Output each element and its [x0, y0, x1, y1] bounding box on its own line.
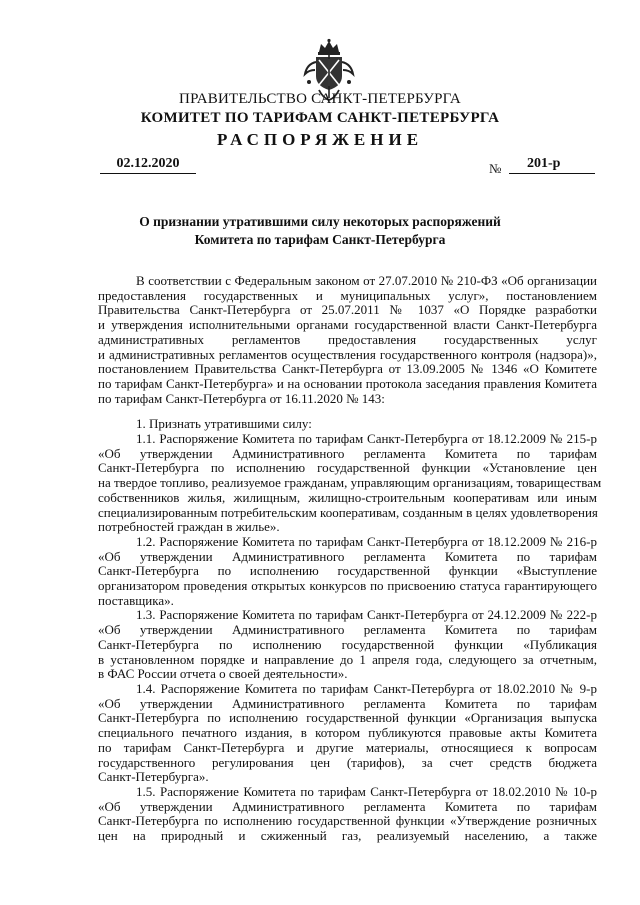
text-line: «Об утверждении Административного регламента Комитета по тарифам: [98, 798, 597, 814]
number-sign: №: [489, 161, 502, 176]
text-line: 1.3. Распоряжение Комитета по тарифам Санкт-Петербурга от 24.12.2009 № 222-р: [136, 607, 597, 623]
text-line: государственного регулирования цен (тарифов), за счет средств бюджета: [98, 754, 597, 770]
subject-line: О признании утратившими силу некоторых распоряжений: [139, 214, 501, 229]
text-line: Санкт-Петербурга по исполнению государственной функции «Организация выпуска: [98, 710, 597, 726]
text-line: административных регламентов предоставления государственных услуг: [98, 331, 597, 347]
text-line: цен на природный и сжиженный газ, реализуемый населению, а также: [98, 828, 597, 844]
text-line: постановлением Правительства Санкт-Петербурга от 13.09.2005 № 1346 «О Комитете: [98, 361, 597, 377]
text-line: и утверждения исполнительными органами государственной власти Санкт-Петербурга: [98, 317, 597, 333]
item-1-5: [98, 785, 597, 844]
document-subject: [0, 213, 640, 249]
text-line: 1.4. Распоряжение Комитета по тарифам Санкт-Петербурга от 18.02.2010 № 9-р: [136, 680, 597, 696]
text-line: 1.1. Распоряжение Комитета по тарифам Санкт-Петербурга от 18.12.2009 № 215-р: [136, 431, 597, 447]
text-line: предоставления государственных и муниципальных услуг», постановлением: [98, 287, 597, 303]
text-line: Правительства Санкт-Петербурга от 25.07.2011 № 1037 «О Порядке разработки: [98, 302, 597, 318]
document-number: 201-р: [509, 156, 595, 174]
subject-line: Комитета по тарифам Санкт-Петербурга: [194, 232, 446, 247]
government-title: ПРАВИТЕЛЬСТВО САНКТ-ПЕТЕРБУРГА: [179, 91, 461, 107]
document-type: РАСПОРЯЖЕНИЕ: [216, 130, 424, 149]
text-line: «Об утверждении Административного регламента Комитета по тарифам: [98, 445, 597, 461]
item-1-4: [98, 682, 597, 785]
committee-title: КОМИТЕТ ПО ТАРИФАМ САНКТ-ПЕТЕРБУРГА: [140, 110, 500, 126]
document-body: [98, 273, 602, 844]
text-line: на твердое топливо, реализуемое гражданам, управляющим организациям, товариществам: [98, 475, 602, 491]
text-line: 1.5. Распоряжение Комитета по тарифам Санкт-Петербурга от 18.02.2010 № 10-р: [136, 783, 597, 799]
text-line: «Об утверждении Административного регламента Комитета по тарифам: [98, 695, 597, 711]
text-line: в установленном порядке и направление до 1 апреля года, следующего за отчетным,: [98, 651, 597, 667]
text-line: по тарифам Санкт-Петербурга от 16.11.2020 № 143:: [98, 390, 385, 406]
text-line: «Об утверждении Административного регламента Комитета по тарифам: [98, 548, 597, 564]
text-line: и административных регламентов осуществления государственного контроля (надзора)»,: [98, 346, 597, 362]
text-line: по тарифам Санкт-Петербурга» и на основании протокола заседания правления Комитета: [98, 375, 597, 391]
text-line: специализированным потребительским кооперативам, созданным в целях удовлетворения: [98, 504, 598, 520]
text-line: по тарифам Санкт-Петербурга и другие материалы, относящиеся к вопросам: [98, 739, 597, 755]
text-line: «Об утверждении Административного регламента Комитета по тарифам: [98, 622, 597, 638]
text-line: В соответствии с Федеральным законом от 27.07.2010 № 210-ФЗ «Об организации: [136, 273, 597, 288]
document-date: 02.12.2020: [100, 156, 196, 174]
text-line: Санкт-Петербурга по исполнению государственной функции «Публикация: [98, 636, 597, 652]
text-line: в ФАС России отчета о своей деятельности».: [98, 666, 348, 682]
text-line: организатором проведения открытых конкурсов по присвоению статуса гарантирующего: [98, 578, 597, 594]
item-1-3: [98, 608, 597, 682]
text-line: Санкт-Петербурга по исполнению государственной функции «Утверждение розничных: [98, 813, 597, 829]
text-line: 1.2. Распоряжение Комитета по тарифам Санкт-Петербурга от 18.12.2009 № 216-р: [136, 533, 597, 549]
item-1-1: [98, 431, 602, 535]
text-line: поставщика».: [98, 592, 174, 608]
item-1-2: [98, 535, 597, 609]
text-line: потребностей граждан в жилье».: [98, 519, 280, 535]
text-line: специального печатного издания, в котором публикуются правовые акты Комитета: [98, 725, 597, 741]
text-line: Санкт-Петербурга».: [98, 769, 209, 785]
preamble-paragraph: [98, 274, 597, 406]
text-line: Санкт-Петербурга по исполнению государственной функции «Выступление: [98, 563, 597, 579]
point-1-heading: 1. Признать утратившими силу:: [136, 416, 312, 432]
text-line: собственников жилья, жилищным, жилищно-строительным кооперативам или иным: [98, 489, 597, 505]
text-line: Санкт-Петербурга по исполнению государственной функции «Установление цен: [98, 460, 597, 476]
